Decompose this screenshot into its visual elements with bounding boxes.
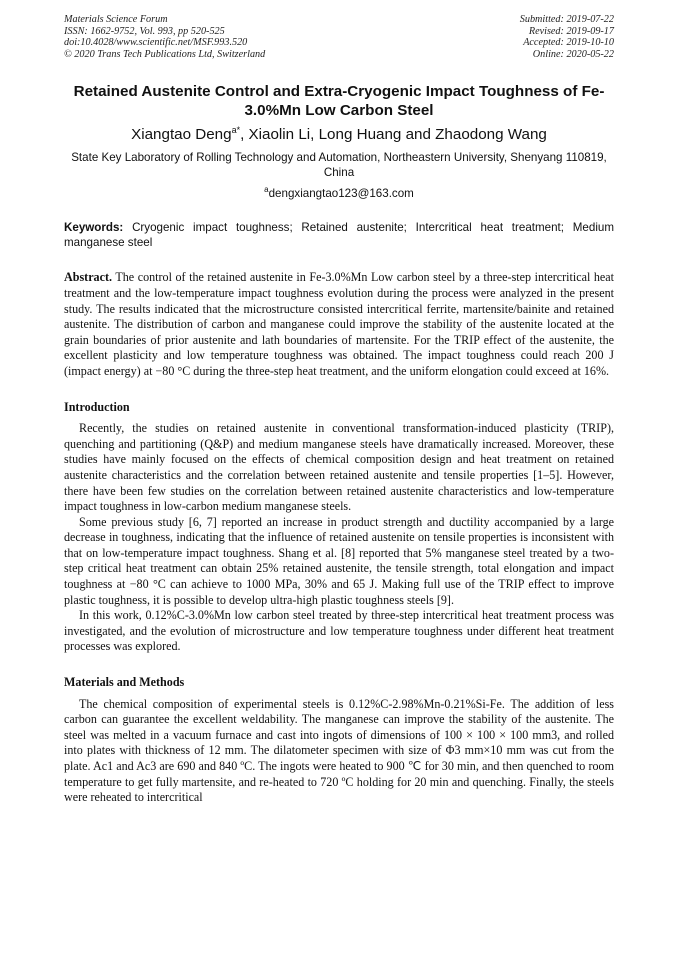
first-author: Xiangtao Deng: [131, 126, 232, 144]
journal-info: [64, 14, 265, 60]
first-author-marker: a*: [231, 125, 241, 136]
journal-copyright: © 2020 Trans Tech Publications Ltd, Switzerland: [64, 48, 266, 60]
other-authors: , Xiaolin Li, Long Huang and Zhaodong Wang: [240, 126, 547, 144]
journal-name: Materials Science Forum: [64, 14, 168, 25]
introduction-paragraph: Recently, the studies on retained austenite in conventional transformation-induced plasticity (TRIP), quenching and partitioning (Q&P) and medium manganese steels have dramatically increased. Moreover, these studies have mainly focused on the effects of chemical composition design and heat treatment on retained austenite characteristics and the correlation between retained austenite and tensile properties [1–5]. However, there have been few studies on the correlation between retained austenite characteristics and low-temperature impact toughness in low-carbon medium manganese steels.: [64, 421, 614, 514]
date-accepted: Accepted: 2019-10-10: [523, 37, 614, 49]
journal-header: [64, 14, 614, 60]
introduction-paragraph: In this work, 0.12%C-3.0%Mn low carbon steel treated by three-step intercritical heat treatment process was investigated, and the evolution of microstructure and low temperature toughness under different heat treatment processes was explored.: [64, 608, 614, 654]
methods-heading: Materials and Methods: [64, 675, 185, 690]
keywords-text: Cryogenic impact toughness; Retained austenite; Intercritical heat treatment; Medium manganese steel: [64, 221, 614, 249]
methods-paragraph: The chemical composition of experimental steels is 0.12%C-2.98%Mn-0.21%Si-Fe. The addition of less carbon can guarantee the excellent weldability. The manganese can improve the stability of the austenite. The steel was melted in a vacuum furnace and cast into ingots of dimensions of 100 × 100 × 100 mm3, and rolled into plates with thickness of 12 mm. The dilatometer specimen with size of Φ3 mm×10 mm was cut from the plate. Ac1 and Ac3 are 690 and 840 ºC. The ingots were heated to 900 ℃ for 30 min, and then quenched to room temperature to get fully martensite, and re-heated to 720 ºC holding for 20 min and quenching. Finally, the steels were reheated to intercritical: [64, 696, 614, 805]
introduction-heading: Introduction: [64, 399, 130, 414]
publication-dates: [520, 14, 614, 60]
date-revised: Revised: 2019-09-17: [528, 25, 614, 37]
date-online: Online: 2020-05-22: [532, 48, 614, 60]
email-address: dengxiangtao123@163.com: [268, 187, 414, 201]
author-email: [64, 186, 614, 201]
author-list: [64, 125, 614, 144]
journal-issn: ISSN: 1662-9752, Vol. 993, pp 520-525: [64, 25, 225, 37]
keywords-label: Keywords:: [64, 221, 124, 235]
affiliation: State Key Laboratory of Rolling Technology and Automation, Northeastern University, Shenyang 110819, China: [71, 151, 607, 180]
date-submitted: Submitted: 2019-07-22: [519, 14, 614, 25]
journal-doi: doi:10.4028/www.scientific.net/MSF.993.520: [64, 37, 248, 49]
abstract-text: The control of the retained austenite in Fe-3.0%Mn Low carbon steel by a three-step intercritical heat treatment and the low-temperature impact toughness evolution during the process were analyzed in the present study. The results indicated that the microstructure consisted intercritical ferrite, martensite/bainite and retained austenite. The distribution of carbon and manganese could improve the stability of the austenite located at the grain boundaries of prior austenite and lath boundaries of martensite. For the TRIP effect of the austenite, the excellent plasticity and low temperature toughness was obtained. The impact toughness could reach 200 J (impact energy) at −80 °C during the three-step heat treatment, and the uniform elongation could exceed at 16%.: [64, 270, 614, 378]
email-marker: a: [264, 185, 269, 195]
paper-title: Retained Austenite Control and Extra-Cryogenic Impact Toughness of Fe-3.0%Mn Low Carbon Steel: [73, 83, 605, 120]
introduction-paragraph: Some previous study [6, 7] reported an increase in product strength and ductility accompanied by a large decrease in toughness, indicating that the influence of retained austenite on tensile properties is inconsistent with that on low-temperature impact toughness. Shang et al. [8] reported that 5% manganese steel treated by a two-step critical heat treatment can obtain 25% retained austenite, the tensile strength, total elongation and impact toughness at −80 °C can achieve to 1000 MPa, 30% and 65 J. Making full use of the TRIP effect to improve plastic toughness, it is possible to develop ultra-high plastic toughness steels [9].: [64, 514, 614, 607]
abstract: [64, 270, 614, 379]
keywords: [64, 221, 614, 250]
abstract-label: Abstract.: [64, 270, 113, 285]
